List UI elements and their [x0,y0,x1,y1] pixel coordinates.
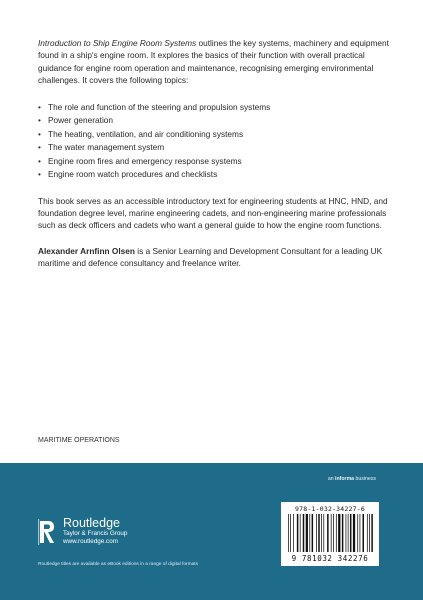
audience-paragraph: This book serves as an accessible introductory text for engineering students at HNC, HND, and foundation degree level, marine engineering cadets, and non-engineering marine professionals such as deck officers and cadets who want a general guide to how the engine room functions. [38,195,388,231]
list-item: • The heating, ventilation, and air conditioning systems [38,128,390,142]
routledge-r-icon [38,519,57,545]
informa-brand: informa [335,476,355,482]
ebook-note: Routledge titles are available as eBook editions in a range of digital formats [38,562,198,567]
topics-list [38,101,390,182]
series-label: MARITIME OPERATIONS [38,437,120,444]
list-item: • Engine room fires and emergency response systems [38,155,390,169]
informa-suffix: business [354,476,376,482]
isbn-digits: 9 781032 342276 [291,554,369,563]
author-name: Alexander Arnfinn Olsen [38,245,135,256]
routledge-logo [38,517,127,546]
intro-paragraph [38,37,390,87]
publisher-group: Taylor & Francis Group [63,530,128,537]
publisher-name: Routledge [63,516,120,530]
author-bio: is a Senior Learning and Development Consultant for a leading UK maritime and defence consultancy and freelance writer. [38,245,383,269]
isbn-barcode [281,502,379,566]
publisher-url[interactable]: www.routledge.com [63,538,118,545]
list-item: • Power generation [38,114,390,128]
author-paragraph [38,245,390,270]
book-title: Introduction to Ship Engine Room Systems [38,38,197,48]
informa-tagline [328,476,376,482]
intro-text: outlines the key systems, machinery and equipment found in a ship's engine room. It explores the basics of their function with overall practical guidance for engine room operation and maintenance, recognising emerging environmental challenges. It covers the following topics: [38,38,389,86]
book-description [38,37,390,270]
list-item: • Engine room watch procedures and checklists [38,168,390,182]
list-item: • The water management system [38,141,390,155]
barcode-bars [287,514,373,554]
isbn-label: 978-1-032-34227-6 [295,505,365,513]
list-item: • The role and function of the steering and propulsion systems [38,101,390,115]
informa-prefix: an [327,476,336,482]
